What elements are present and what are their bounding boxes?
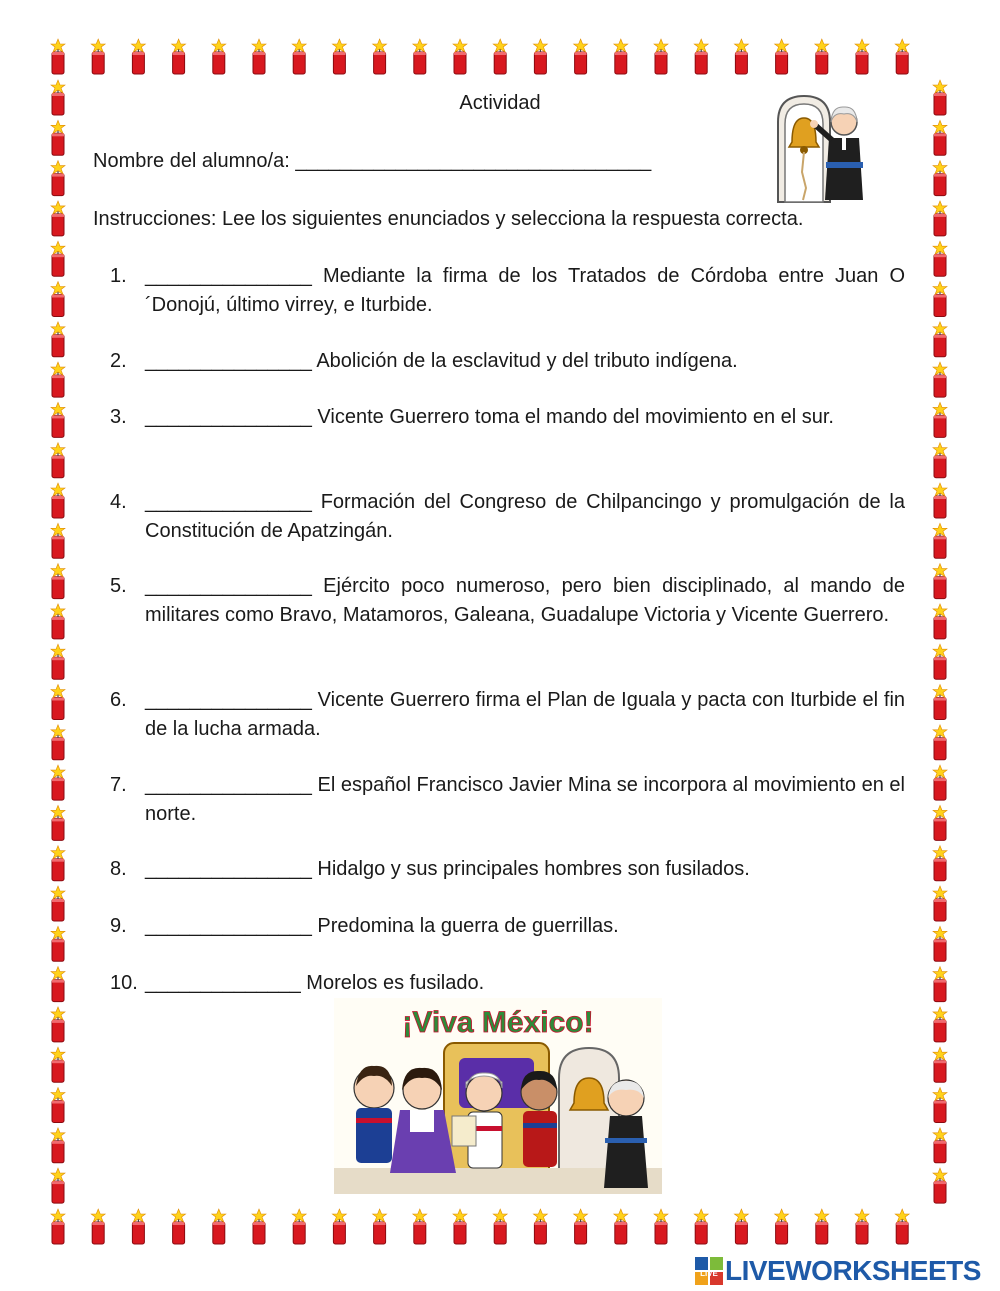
firecracker-icon	[413, 1209, 427, 1244]
firecracker-border-bottom	[51, 1209, 909, 1244]
item-text: Morelos es fusilado.	[306, 972, 485, 994]
instructions-text: Instrucciones: Lee los siguientes enunciados y selecciona la respuesta correcta.	[93, 208, 804, 230]
item-text: Mediante la firma de los Tratados de Córdoba entre Juan O´Donojú, último virrey, e Iturbide.	[145, 265, 905, 316]
firecracker-icon	[373, 39, 387, 74]
firecracker-icon	[933, 1007, 947, 1042]
firecracker-icon	[91, 39, 105, 74]
firecracker-icon	[292, 39, 306, 74]
firecracker-icon	[131, 39, 145, 74]
liveworksheets-brand[interactable]	[695, 1254, 981, 1288]
answer-blank[interactable]: _______________	[145, 915, 312, 937]
firecracker-icon	[332, 39, 346, 74]
firecracker-icon	[51, 967, 65, 1002]
firecracker-icon	[252, 1209, 266, 1244]
firecracker-icon	[51, 39, 65, 74]
firecracker-icon	[933, 483, 947, 518]
list-item	[110, 771, 905, 829]
firecracker-icon	[933, 644, 947, 679]
firecracker-icon	[533, 39, 547, 74]
item-number: 2.	[110, 350, 127, 372]
page-title: Actividad	[459, 92, 541, 114]
firecracker-icon	[815, 39, 829, 74]
firecracker-border-right	[933, 80, 947, 1203]
list-item	[110, 912, 905, 941]
item-number: 8.	[110, 858, 127, 880]
firecracker-icon	[453, 39, 467, 74]
item-number: 10.	[110, 972, 138, 994]
list-item	[110, 403, 905, 432]
answer-blank[interactable]: _______________	[145, 491, 312, 513]
answer-blank[interactable]: _______________	[145, 406, 312, 428]
firecracker-icon	[51, 1168, 65, 1203]
firecracker-icon	[933, 322, 947, 357]
item-number: 7.	[110, 774, 127, 796]
item-text: Abolición de la esclavitud y del tributo indígena.	[316, 350, 738, 372]
firecracker-icon	[51, 523, 65, 558]
firecracker-icon	[51, 926, 65, 961]
firecracker-icon	[614, 1209, 628, 1244]
list-item	[110, 969, 905, 998]
brand-name: LIVEWORKSHEETS	[725, 1255, 981, 1286]
firecracker-icon	[51, 161, 65, 196]
list-item	[110, 347, 905, 376]
firecracker-icon	[694, 39, 708, 74]
list-item	[110, 262, 905, 320]
firecracker-icon	[51, 1128, 65, 1163]
firecracker-icon	[895, 39, 909, 74]
firecracker-icon	[933, 805, 947, 840]
firecracker-icon	[51, 685, 65, 720]
hidalgo-bell-illustration	[772, 92, 867, 204]
firecracker-icon	[51, 765, 65, 800]
firecracker-icon	[933, 201, 947, 236]
firecracker-icon	[51, 362, 65, 397]
firecracker-icon	[734, 1209, 748, 1244]
firecracker-icon	[51, 120, 65, 155]
firecracker-icon	[933, 725, 947, 760]
firecracker-icon	[775, 39, 789, 74]
firecracker-icon	[933, 402, 947, 437]
firecracker-icon	[694, 1209, 708, 1244]
firecracker-icon	[815, 1209, 829, 1244]
firecracker-icon	[51, 886, 65, 921]
firecracker-icon	[51, 846, 65, 881]
firecracker-icon	[933, 685, 947, 720]
firecracker-icon	[933, 282, 947, 317]
firecracker-icon	[933, 443, 947, 478]
firecracker-icon	[51, 725, 65, 760]
firecracker-icon	[51, 604, 65, 639]
firecracker-icon	[654, 1209, 668, 1244]
item-number: 4.	[110, 491, 127, 513]
answer-blank[interactable]: _______________	[145, 350, 312, 372]
firecracker-icon	[855, 1209, 869, 1244]
answer-blank[interactable]: _______________	[145, 575, 312, 597]
item-text: Predomina la guerra de guerrillas.	[317, 915, 619, 937]
firecracker-icon	[212, 39, 226, 74]
firecracker-icon	[51, 322, 65, 357]
firecracker-icon	[614, 39, 628, 74]
firecracker-icon	[933, 523, 947, 558]
firecracker-icon	[172, 1209, 186, 1244]
item-number: 5.	[110, 575, 127, 597]
firecracker-icon	[493, 1209, 507, 1244]
firecracker-icon	[933, 1128, 947, 1163]
item-number: 1.	[110, 265, 127, 287]
firecracker-icon	[51, 805, 65, 840]
firecracker-icon	[51, 1047, 65, 1082]
firecracker-icon	[654, 39, 668, 74]
answer-blank[interactable]: _______________	[145, 265, 312, 287]
liveworksheets-logo-icon	[695, 1257, 723, 1285]
firecracker-icon	[212, 1209, 226, 1244]
liveworksheets-logo-letters: LIVE	[700, 1269, 718, 1278]
firecracker-icon	[933, 765, 947, 800]
firecracker-icon	[131, 1209, 145, 1244]
firecracker-icon	[51, 564, 65, 599]
firecracker-icon	[51, 282, 65, 317]
firecracker-icon	[51, 402, 65, 437]
item-text: Formación del Congreso de Chilpancingo y promulgación de la Constitución de Apatzingán.	[145, 491, 905, 542]
firecracker-border-left	[51, 80, 65, 1203]
viva-mexico-caption: ¡Viva México!	[402, 1006, 594, 1039]
student-name-label: Nombre del alumno/a:	[93, 150, 290, 172]
firecracker-icon	[413, 39, 427, 74]
item-text: Vicente Guerrero toma el mando del movimiento en el sur.	[317, 406, 834, 428]
firecracker-icon	[51, 1007, 65, 1042]
list-item	[110, 488, 905, 546]
firecracker-icon	[91, 1209, 105, 1244]
firecracker-icon	[252, 39, 266, 74]
firecracker-icon	[933, 846, 947, 881]
firecracker-icon	[574, 39, 588, 74]
item-text: El español Francisco Javier Mina se incorpora al movimiento en el norte.	[145, 774, 906, 825]
firecracker-border-top	[51, 39, 909, 74]
answer-blank[interactable]: _______________	[145, 689, 312, 711]
firecracker-icon	[51, 1209, 65, 1244]
item-number: 3.	[110, 406, 127, 428]
firecracker-icon	[933, 241, 947, 276]
firecracker-icon	[933, 1168, 947, 1203]
list-item	[110, 572, 905, 630]
firecracker-icon	[453, 1209, 467, 1244]
viva-mexico-illustration	[334, 998, 662, 1194]
firecracker-icon	[933, 120, 947, 155]
firecracker-icon	[734, 39, 748, 74]
item-number: 6.	[110, 689, 127, 711]
firecracker-icon	[933, 564, 947, 599]
answer-blank[interactable]: _______________	[145, 858, 312, 880]
firecracker-icon	[933, 161, 947, 196]
item-text: Vicente Guerrero firma el Plan de Iguala y pacta con Iturbide el fin de la lucha armada.	[145, 689, 906, 740]
firecracker-icon	[373, 1209, 387, 1244]
firecracker-icon	[51, 483, 65, 518]
firecracker-icon	[493, 39, 507, 74]
firecracker-icon	[51, 201, 65, 236]
firecracker-icon	[172, 39, 186, 74]
item-text: Hidalgo y sus principales hombres son fusilados.	[317, 858, 750, 880]
firecracker-icon	[933, 1047, 947, 1082]
item-text: Ejército poco numeroso, pero bien disciplinado, al mando de militares como Bravo, Matamoros, Galeana, Guadalupe Victoria y Vicente Guerrero.	[145, 575, 905, 626]
firecracker-icon	[933, 967, 947, 1002]
firecracker-icon	[895, 1209, 909, 1244]
firecracker-icon	[51, 644, 65, 679]
item-number: 9.	[110, 915, 127, 937]
firecracker-icon	[533, 1209, 547, 1244]
answer-blank[interactable]: ______________	[145, 972, 301, 994]
answer-blank[interactable]: _______________	[145, 774, 312, 796]
firecracker-icon	[292, 1209, 306, 1244]
firecracker-icon	[775, 1209, 789, 1244]
list-item	[110, 855, 905, 884]
list-item	[110, 686, 905, 744]
firecracker-icon	[933, 926, 947, 961]
firecracker-icon	[51, 443, 65, 478]
firecracker-icon	[933, 362, 947, 397]
firecracker-icon	[51, 1088, 65, 1123]
student-name-line	[93, 150, 651, 173]
firecracker-icon	[933, 604, 947, 639]
firecracker-icon	[933, 1088, 947, 1123]
firecracker-icon	[855, 39, 869, 74]
student-name-field[interactable]: ________________________________	[295, 150, 652, 172]
firecracker-icon	[332, 1209, 346, 1244]
firecracker-icon	[51, 241, 65, 276]
firecracker-icon	[574, 1209, 588, 1244]
firecracker-icon	[933, 886, 947, 921]
